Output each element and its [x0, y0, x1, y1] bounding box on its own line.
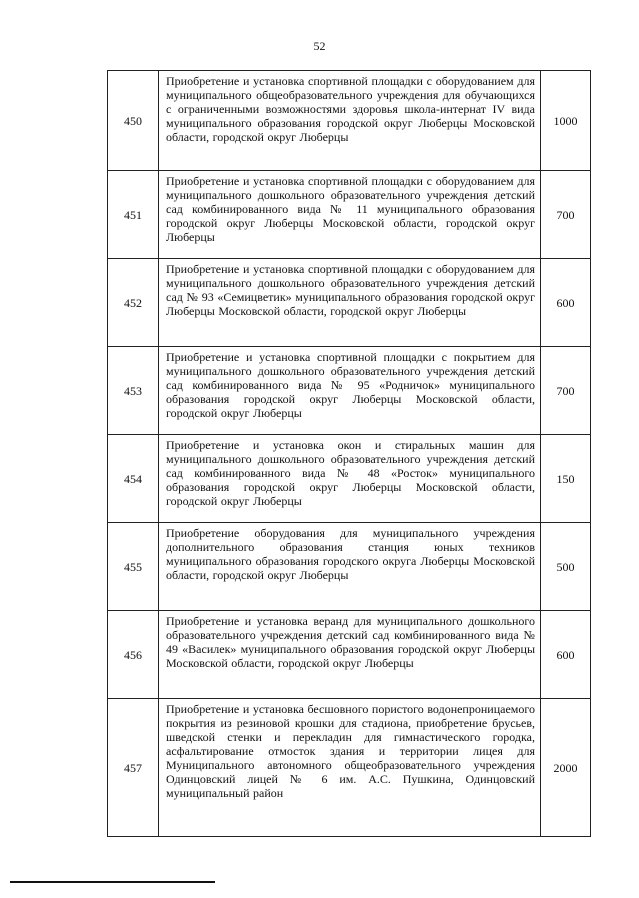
table-row	[108, 259, 591, 347]
row-amount: 700	[541, 347, 591, 435]
row-number: 456	[108, 611, 159, 699]
row-number: 452	[108, 259, 159, 347]
row-amount: 600	[541, 259, 591, 347]
row-number: 454	[108, 435, 159, 523]
footer-rule	[10, 881, 215, 883]
row-number: 455	[108, 523, 159, 611]
table-row	[108, 523, 591, 611]
row-description: Приобретение и установка спортивной площадки с оборудованием для муниципального общеобразовательного учреждения для обучающихся с ограниченными возможностями здоровья школа-интернат IV вида муниципального образования городской округ Люберцы Московской области, городской округ Люберцы	[159, 71, 541, 171]
row-description: Приобретение оборудования для муниципального учреждения дополнительного образования станция юных техников муниципального образования городского округа Люберцы Московской области, городской округ Люберцы	[159, 523, 541, 611]
row-number: 457	[108, 699, 159, 837]
table-row	[108, 347, 591, 435]
row-number: 450	[108, 71, 159, 171]
row-description: Приобретение и установка спортивной площадки с оборудованием для муниципального дошкольного образовательного учреждения детский сад комбинированного вида № 11 муниципального образования городской округ Люберцы Московской области, городской округ Люберцы	[159, 171, 541, 259]
table-row	[108, 611, 591, 699]
row-amount: 1000	[541, 71, 591, 171]
row-amount: 500	[541, 523, 591, 611]
table-row	[108, 699, 591, 837]
row-amount: 600	[541, 611, 591, 699]
row-number: 451	[108, 171, 159, 259]
row-description: Приобретение и установка спортивной площадки с покрытием для муниципального дошкольного образовательного учреждения детский сад комбинированного вида № 95 «Родничок» муниципального образования городской округ Люберцы Московской области, городской округ Люберцы	[159, 347, 541, 435]
page-number: 52	[313, 39, 326, 53]
row-amount: 700	[541, 171, 591, 259]
table-row	[108, 71, 591, 171]
row-number: 453	[108, 347, 159, 435]
row-amount: 150	[541, 435, 591, 523]
table-row	[108, 435, 591, 523]
allocation-table	[107, 70, 591, 837]
table-row	[108, 171, 591, 259]
row-description: Приобретение и установка окон и стиральных машин для муниципального дошкольного образовательного учреждения детский сад комбинированного вида № 48 «Росток» муниципального образования городской округ Люберцы Московской области, городской округ Люберцы	[159, 435, 541, 523]
row-description: Приобретение и установка веранд для муниципального дошкольного образовательного учреждения детский сад комбинированного вида № 49 «Василек» муниципального образования городской округ Люберцы Московской области, городской округ Люберцы	[159, 611, 541, 699]
row-amount: 2000	[541, 699, 591, 837]
row-description: Приобретение и установка бесшовного пористого водонепроницаемого покрытия из резиновой крошки для стадиона, приобретение брусьев, шведской стенки и перекладин для гимнастического городка, асфальтирование отмосток здания и территории лицея для Муниципального автономного общеобразовательного учреждения Одинцовский лицей № 6 им. А.С. Пушкина, Одинцовский муниципальный район	[159, 699, 541, 837]
row-description: Приобретение и установка спортивной площадки с оборудованием для муниципального дошкольного образовательного учреждения детский сад № 93 «Семицветик» муниципального образования городской округ Люберцы Московской области, городской округ Люберцы	[159, 259, 541, 347]
